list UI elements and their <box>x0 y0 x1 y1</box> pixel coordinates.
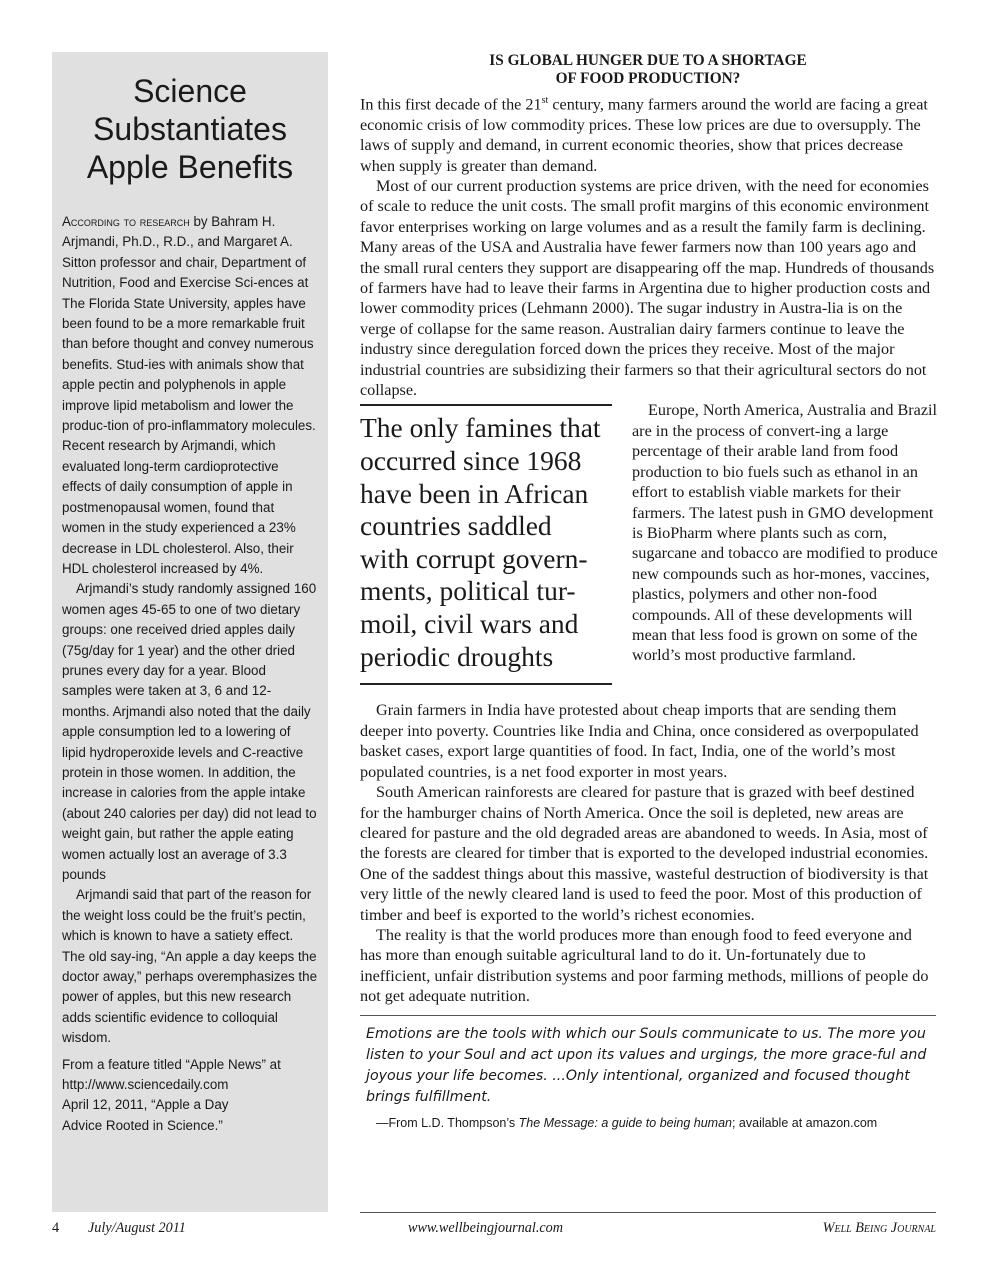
superscript: st <box>541 95 549 106</box>
quote-attribution <box>366 1114 930 1132</box>
main-article <box>360 52 936 1132</box>
article-paragraph: South American rainforests are cleared for pasture that is grazed with beef destined for the hamburger chains of North America. Once the soil is depleted, new areas are cleared for pasture and the old degraded areas are abandoned to weeds. In Asia, most of the forests are cleared for timber that is exported to the developed industrial economies. One of the saddest things about this massive, wasteful destruction of biodiversity is that very little of the newly cleared land is used to feed the poor. Most of this production of timber and beef is exported to the world’s richest economies. <box>360 783 929 924</box>
sidebar-source <box>62 1055 318 1137</box>
website-link[interactable]: www.wellbeingjournal.com <box>408 1220 564 1236</box>
pullquote-line: The only famines that <box>360 412 601 444</box>
page-footer <box>52 1214 936 1236</box>
article-paragraph: Europe, North America, Australia and Brazil are in the process of convert-ing a large percentage of their arable land from food production to bio fuels such as ethanol in an effort to establish viable markets for their farmers. The latest push in GMO development is BioPharm where plants such as corn, sugarcane and tobacco are modified to produce new compounds such as hor-mones, vaccines, plastics, polymers and other non-food compounds. All of these developments will mean that less food is grown on some of the world’s most productive farmland. <box>632 401 938 665</box>
source-line: Advice Rooted in Science.” <box>62 1117 223 1133</box>
article-paragraph: The reality is that the world produces more than enough food to feed everyone and has more than enough suitable agricultural land to do it. Un-fortunately due to inefficient, unfair distribution systems and poor farming methods, millions of people do not get adequate nutrition. <box>360 925 929 1006</box>
sidebar-lead-words: According to research <box>62 214 190 229</box>
article-paragraph: Grain farmers in India have protested about cheap imports that are sending them deeper into poverty. Countries like India and China, once considered as overpopulated basket cases, export large quantities of food. In fact, India, one of the world’s most populated countries, is a net food exporter in most years. <box>360 701 919 781</box>
pullquote-line: occurred since 1968 <box>360 445 582 477</box>
pullquote-line: countries saddled <box>360 510 552 542</box>
paragraph-text: century, many farmers around the world are facing a great economic crisis of low commodity prices. These low prices are due to oversupply. The laws of supply and demand, in current economic theories, show that prices decrease when supply is greater than demand. <box>360 95 928 175</box>
narrow-column <box>632 400 938 665</box>
sidebar-title-line: Substantiates <box>93 111 287 147</box>
sidebar-paragraph-text: by Bahram H. Arjmandi, Ph.D., R.D., and Margaret A. Sitton professor and chair, Department of Nutrition, Food and Exercise Sci-ences at The Florida State University, apples have been found to be a more remarkable fruit than before thought and convey numerous benefits. Stud-ies with animals show that apple pectin and polyphenols in apple improve lipid metabolism and lower the produc-tion of pro-inflammatory molecules. Recent research by Arjmandi, which evaluated long-term cardioprotective effects of daily consumption of apple in postmenopausal women, found that women in the study experienced a 23% decrease in LDL cholesterol. Also, their HDL cholesterol increased by 4%. <box>62 214 316 576</box>
sidebar-title <box>62 72 318 186</box>
sidebar-paragraph <box>62 212 318 579</box>
pullquote-line: periodic droughts <box>360 640 554 672</box>
sidebar-title-line: Apple Benefits <box>86 149 294 185</box>
pull-quote <box>360 404 612 685</box>
inspirational-quote <box>360 1016 936 1132</box>
sidebar-title-line: Science <box>133 73 247 109</box>
article-paragraph <box>360 91 936 176</box>
article-headline <box>360 52 936 88</box>
source-line: From a feature titled “Apple News” at <box>62 1056 281 1072</box>
source-line: April 12, 2011, “Apple a Day <box>62 1097 229 1113</box>
issue-date: July/August 2011 <box>88 1220 186 1236</box>
pullquote-line: have been in African <box>360 477 589 509</box>
pullquote-line: ments, political tur- <box>360 575 576 607</box>
attribution-prefix: —From L.D. Thompson’s <box>376 1115 519 1130</box>
pullquote-line: moil, civil wars and <box>360 608 579 640</box>
sidebar-box <box>52 52 328 1212</box>
footer-rule <box>360 1212 936 1213</box>
pullquote-line: with corrupt govern- <box>360 542 588 574</box>
paragraph-text: In this first decade of the 21 <box>360 95 542 114</box>
headline-line: OF FOOD PRODUCTION? <box>555 70 741 87</box>
sidebar-paragraph: Arjmandi’s study randomly assigned 160 women ages 45-65 to one of two dietary groups: one received dried apples daily (75g/day for 1 year) and the other dried prunes every day for a year. Blood samples were taken at 3, 6 and 12-months. Arjmandi also noted that the daily apple consumption led to a lowering of lipid hydroperoxide levels and C-reactive protein in those women. In addition, the increase in calories from the apple intake (about 240 calories per day) did not lead to weight gain, but rather the apple eating women actually lost an average of 3.3 pounds <box>62 581 317 882</box>
attribution-book: The Message: a guide to being human <box>518 1115 732 1130</box>
attribution-suffix: ; available at amazon.com <box>731 1115 878 1130</box>
source-url: http://www.sciencedaily.com <box>62 1077 229 1093</box>
headline-line: IS GLOBAL HUNGER DUE TO A SHORTAGE <box>489 52 807 69</box>
article-paragraph: Most of our current production systems are price driven, with the need for economies of scale to reduce the unit costs. The small profit margins of this economic environment favor enterprises working on large volumes and as a result the family farm is declining. Many areas of the USA and Australia have fewer farmers now than 100 years ago and the small rural centers they support are disappearing off the map. Hundreds of thousands of farmers have had to leave their farms in Argentina due to higher production costs and lower commodity prices (Lehmann 2000). The sugar industry in Austra-lia is on the verge of collapse for the same reason. Australian dairy farmers continue to leave the industry since deregulation forced down the prices they receive. Most of the major industrial countries are subsidizing their farmers so that their agricultural sectors do not collapse. <box>360 177 935 400</box>
pullquote-section <box>360 400 936 700</box>
journal-name: Well Being Journal <box>822 1220 936 1236</box>
quote-text: Emotions are the tools with which our Souls communicate to us. The more you listen to your Soul and act upon its values and urgings, the more grace-ful and joyous your life becomes. ...Only intentional, organized and focused thought brings fulfillment. <box>366 1025 927 1105</box>
page-number: 4 <box>52 1220 60 1236</box>
sidebar-paragraph: Arjmandi said that part of the reason for the weight loss could be the fruit’s pectin, which is known to have a satiety effect. The old say-ing, “An apple a day keeps the doctor away,” perhaps overemphasizes the power of apples, but this new research adds scientific evidence to colloquial wisdom. <box>62 887 318 1046</box>
